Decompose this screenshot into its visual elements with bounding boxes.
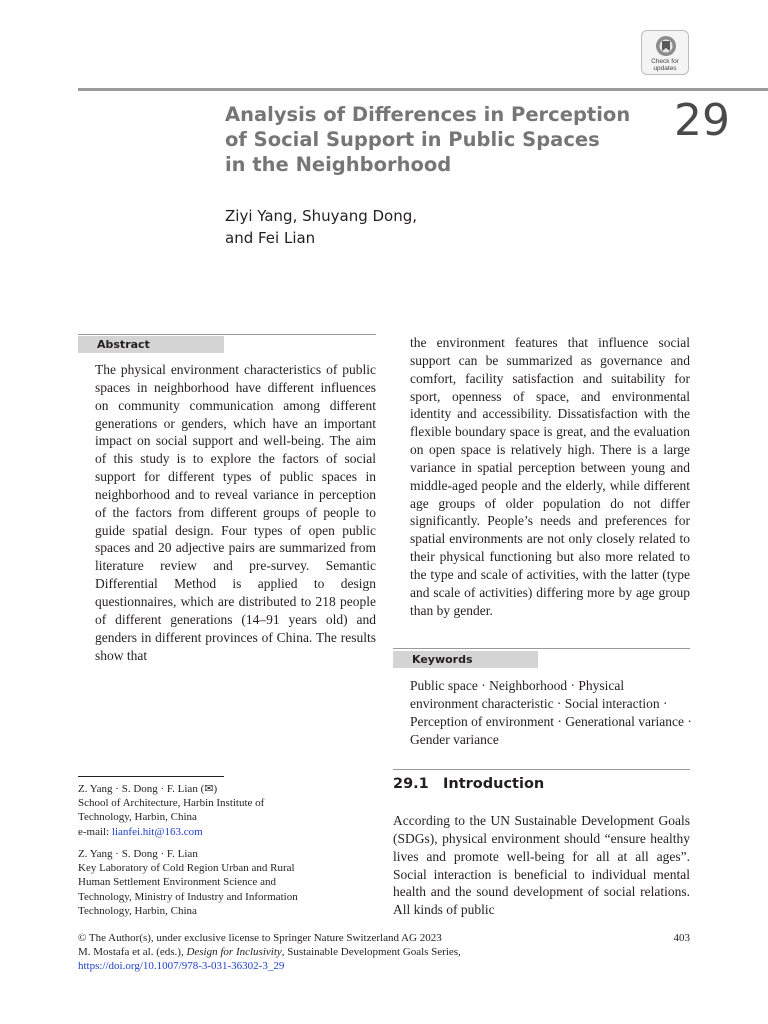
- section-number: 29.1: [393, 776, 429, 792]
- footnote-divider: [78, 776, 224, 777]
- book-title: Design for Inclusivity: [186, 946, 282, 959]
- check-for-updates-badge[interactable]: [641, 30, 689, 75]
- affiliation-names: Z. Yang · S. Dong · F. Lian: [78, 848, 198, 860]
- badge-label-line2: updates: [653, 65, 677, 72]
- affiliation-line: School of Architecture, Harbin Institute of: [78, 797, 265, 810]
- keywords-text: Public space · Neighborhood · Physical environment characteristic · Social interaction · Perception of environment · Generational variance · Gender variance: [410, 678, 692, 747]
- email-link[interactable]: lianfei.hit@163.com: [111, 825, 203, 838]
- bookmark-icon: [653, 35, 679, 59]
- author-affiliation-1: [78, 782, 358, 839]
- top-divider: [78, 88, 768, 91]
- title-line: in the Neighborhood: [225, 153, 452, 176]
- abstract-text: The physical environment characteristics of public spaces in neighborhood have different influences on community communication among different generations or genders, which have an important impact on social support and well-being. The aim of this study is to explore the factors of social support for different types of public spaces in neighborhood and to reveal variance in perception of the factors from different groups of people to guide spatial design. Four types of open public spaces and 20 adjective pairs are summarized from literature review and pre-survey. Semantic Differential Method is applied to design questionnaires, which are distributed to 218 people of different generations (14–91 years old) and genders in different provinces of China. The results show that: [95, 362, 376, 663]
- intro-text: According to the UN Sustainable Development Goals (SDGs), physical environment should “ensure healthy lives and promote well-being for all at all ages”. Social interaction is beneficial to individual mental health and the sound development of social relations. All kinds of public: [393, 813, 690, 918]
- abstract-text-continued: the environment features that influence social support can be summarized as governance and comfort, facility satisfaction and suitability for sport, openness of space, and environmental identity and accessibility. Dissatisfaction with the flexible boundary space is great, and the evaluation on open space is relatively high. There is a large variance in spatial perception between young and middle-aged people and the elderly, while different age groups of older population do not differ significantly. People’s needs and preferences for spatial environments are not only closely related to their physical functioning but also more related to the type and scale of activities, with the latter (type and scale of activities) differing more by age group than by gender.: [410, 335, 690, 618]
- abstract-divider: [78, 334, 376, 335]
- badge-label-line1: Check for: [651, 58, 679, 65]
- chapter-title: [225, 102, 645, 177]
- affiliation-line: Human Settlement Environment Science and: [78, 876, 276, 889]
- title-line: of Social Support in Public Spaces: [225, 128, 600, 151]
- author-list: [225, 205, 545, 249]
- abstract-label: Abstract: [78, 336, 224, 353]
- section-heading: [393, 774, 544, 794]
- copyright-notice: © The Author(s), under exclusive license to Springer Nature Switzerland AG 2023: [78, 932, 442, 944]
- email-label: e-mail:: [78, 825, 112, 838]
- page-footer: [78, 931, 690, 974]
- keywords-label: Keywords: [393, 651, 538, 668]
- affiliation-names: Z. Yang · S. Dong · F. Lian (✉): [78, 783, 218, 795]
- affiliation-line: Technology, Harbin, China: [78, 811, 197, 824]
- intro-divider: [393, 769, 690, 770]
- citation-suffix: , Sustainable Development Goals Series,: [281, 946, 461, 959]
- title-line: Analysis of Differences in Perception: [225, 103, 631, 126]
- affiliation-line: Technology, Harbin, China: [78, 904, 197, 917]
- author-line: and Fei Lian: [225, 229, 316, 247]
- doi-link[interactable]: https://doi.org/10.1007/978-3-031-36302-3_29: [78, 960, 285, 973]
- affiliation-line: Technology, Ministry of Industry and Information: [78, 890, 298, 903]
- section-title: Introduction: [443, 776, 545, 792]
- author-line: Ziyi Yang, Shuyang Dong,: [225, 207, 418, 225]
- affiliation-line: Key Laboratory of Cold Region Urban and Rural: [78, 862, 295, 875]
- author-affiliation-2: [78, 847, 358, 918]
- citation-prefix: M. Mostafa et al. (eds.),: [78, 946, 187, 959]
- chapter-number: 29: [674, 95, 730, 146]
- keywords-divider: [393, 648, 690, 649]
- page-number: 403: [673, 932, 690, 944]
- badge-label: [642, 58, 688, 72]
